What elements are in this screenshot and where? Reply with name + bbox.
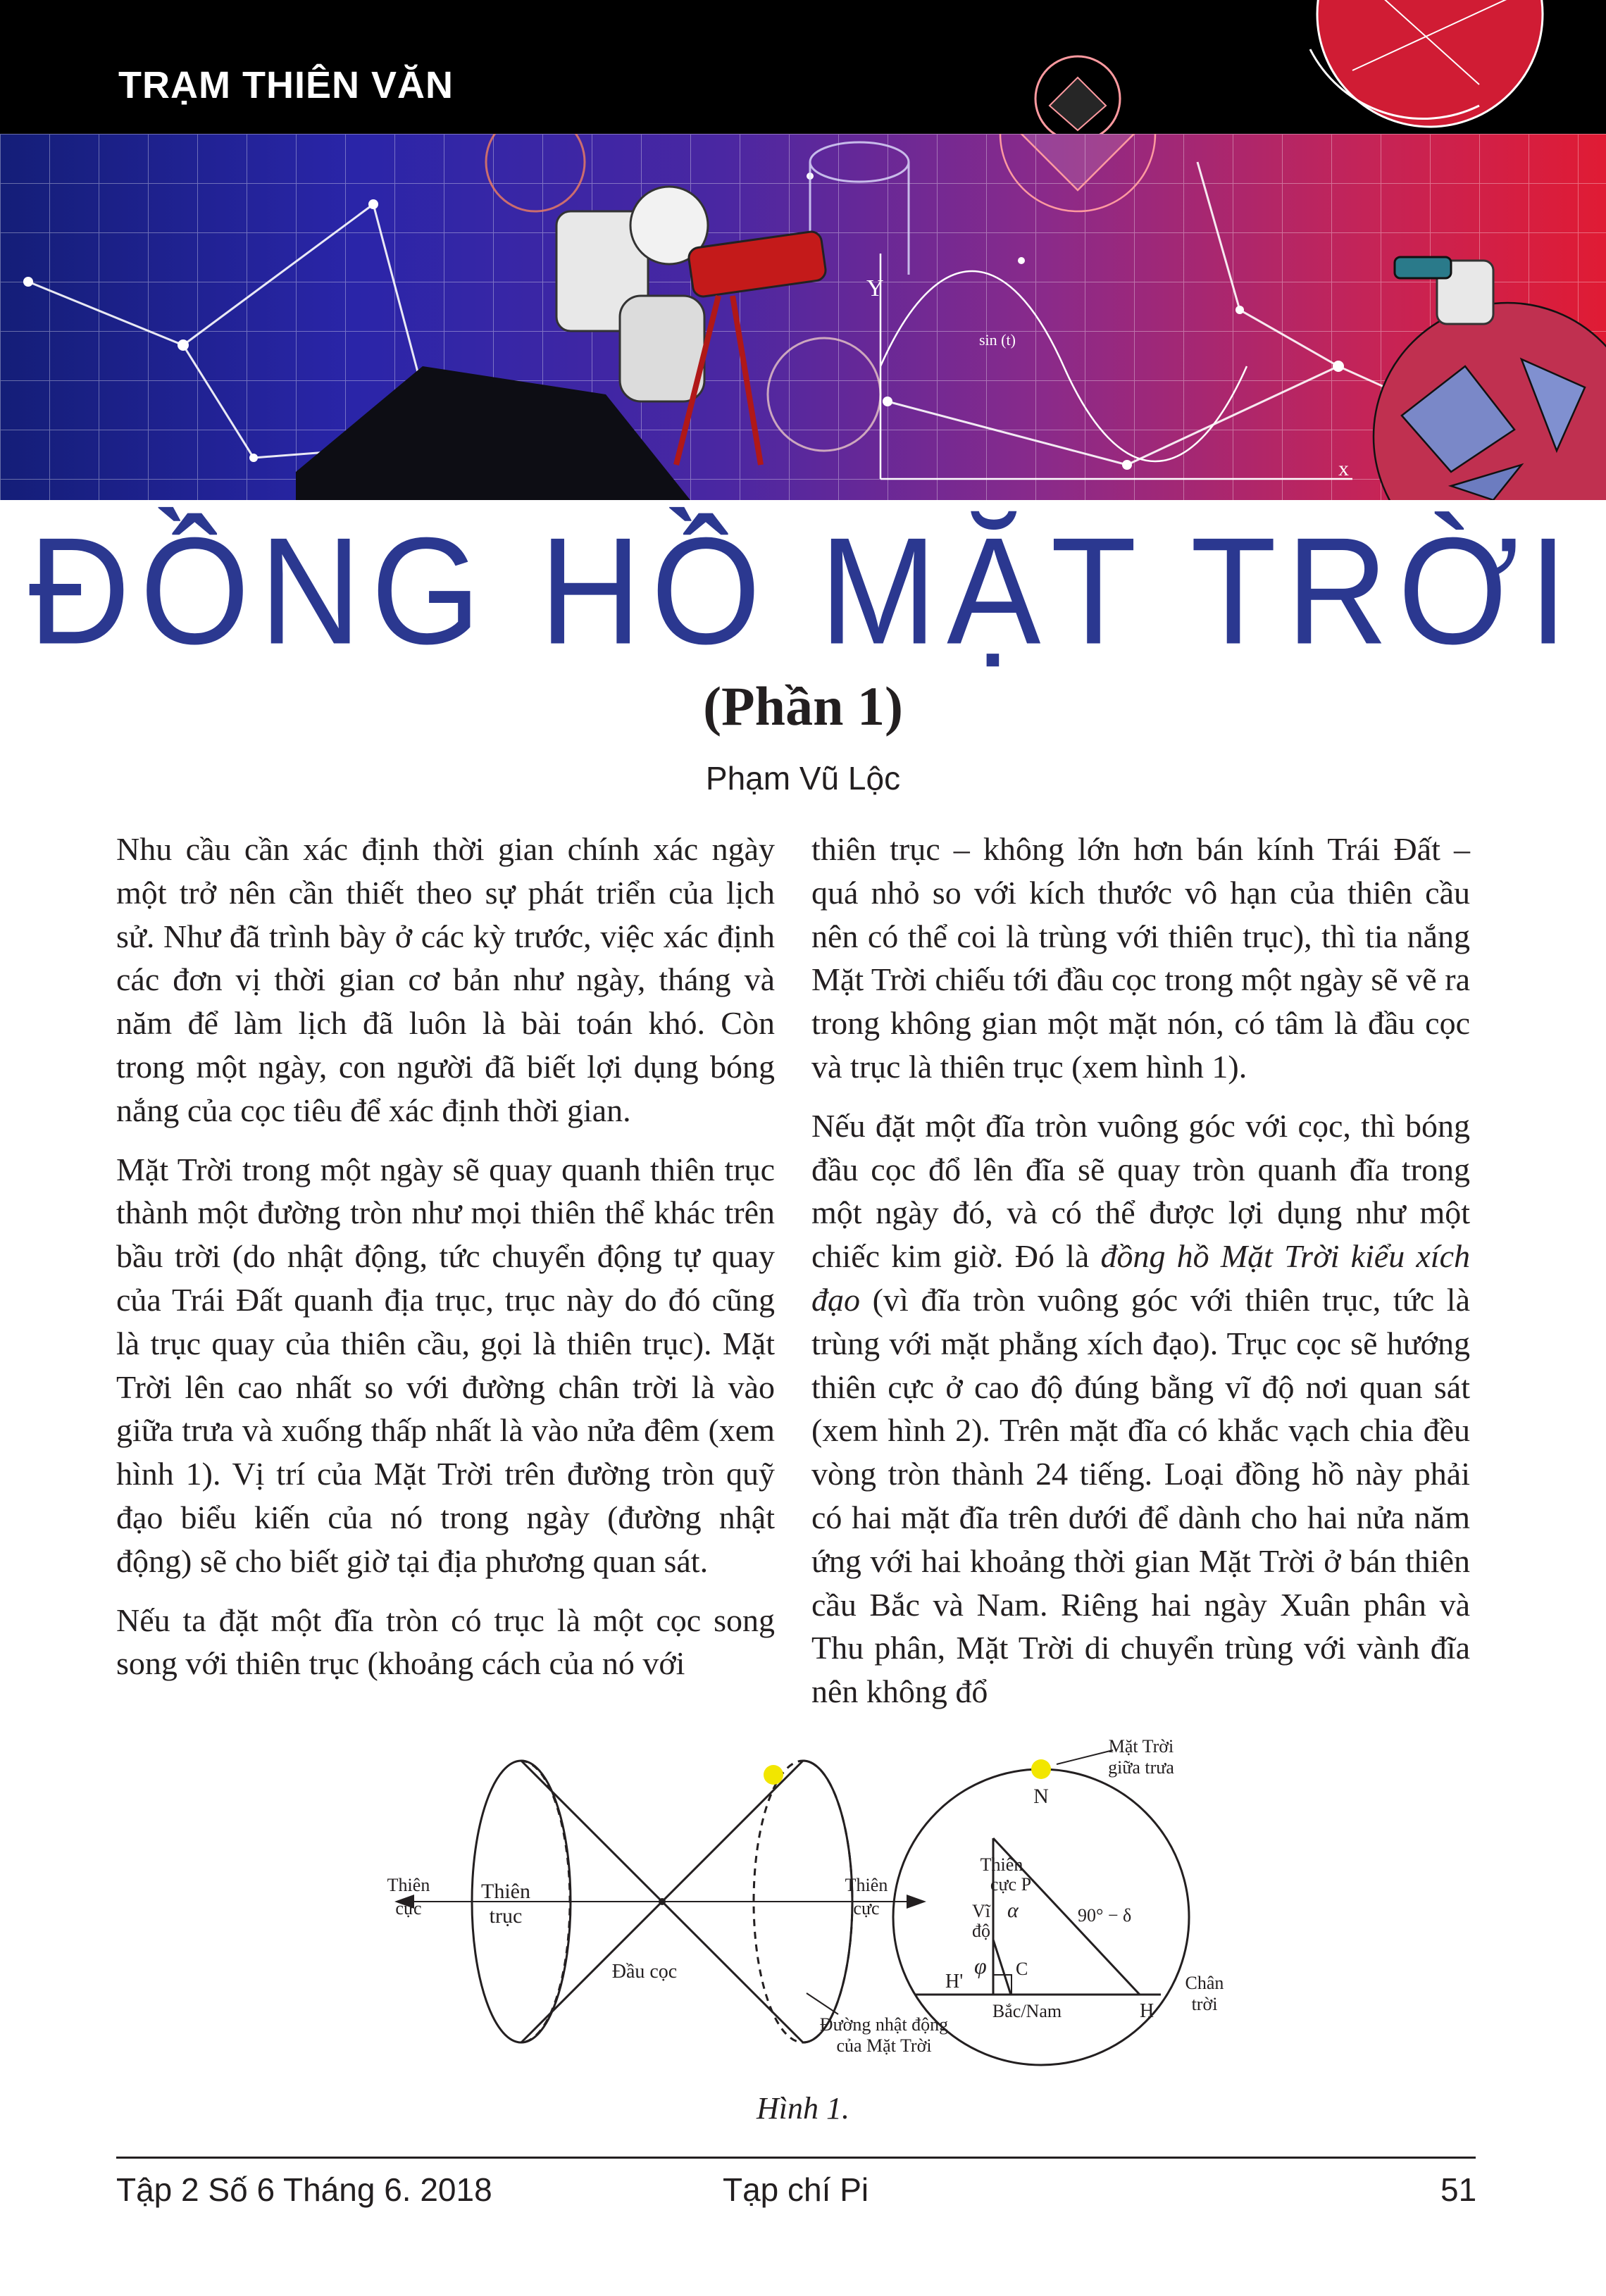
sun-dot-icon [764, 1765, 783, 1785]
footer-issue: Tập 2 Số 6 Tháng 6. 2018 [116, 2171, 492, 2208]
paragraph: Mặt Trời trong một ngày sẽ quay quanh thiên trục thành một đường tròn như mọi thiên thể khác trên bầu trời (do nhật động, tức chuyển động tự quay của Trái Đất quanh địa trục, trục này do đó cũng là trục quay của thiên cầu, gọi là thiên trục). Mặt Trời lên cao nhất so với đường chân trời là vào giữa trưa và xuống thấp nhất là vào nửa đêm (xem hình 1). Vị trí của Mặt Trời trên đường tròn quỹ đạo biểu kiến của nó trong ngày (đường nhật động) sẽ cho biết giờ tại địa phương quan sát. [116, 1151, 775, 1579]
label-north: N [1033, 1785, 1049, 1808]
arrow-right-icon [907, 1895, 926, 1909]
paragraph-text: Nếu đặt một đĩa tròn vuông góc với cọc, thì bóng đầu cọc đổ lên đĩa sẽ quay tròn quanh đĩa trong một ngày đó, và có thể được lợi dụng như một chiếc kim giờ. Đó là [811, 1107, 1470, 1275]
label-pole-p-2: cực P [990, 1874, 1032, 1895]
label-horizon: Chân [1185, 1973, 1224, 1993]
label-h-prime: H' [945, 1971, 964, 1992]
label-latitude: Vĩ [972, 1901, 990, 1921]
paragraph: Nếu ta đặt một đĩa tròn có trục là một cọc song song với thiên trục (khoảng cách của nó với [116, 1602, 775, 1682]
label-latitude-2: độ [972, 1921, 990, 1941]
label-sun-noon: Mặt Trời [1108, 1736, 1174, 1757]
label-stake-head: Đầu cọc [611, 1961, 678, 1983]
label-pole-left: Thiên [387, 1875, 430, 1895]
body-column-right [811, 828, 1470, 1729]
paragraph-emphasis: đồng hồ Mặt Trời kiểu xích đạo [811, 1238, 1470, 1318]
article-title: ĐỒNG HỒ MẶT TRỜI [28, 506, 1578, 676]
label-diurnal: Đường nhật động [819, 2014, 949, 2035]
paragraph-text: (vì đĩa tròn vuông góc với thiên trục, tức là trùng với mặt phẳng xích đạo). Trục cọc sẽ hướng thiên cực ở cao độ đúng bằng vĩ độ nơi quan sát (xem hình 2). Trên mặt đĩa có khắc vạch chia đều vòng tròn thành 24 tiếng. Loại đồng hồ này phải có hai mặt đĩa trên dưới để dành cho hai nửa năm ứng với hai khoảng thời gian Mặt Trời ở bán thiên cầu Bắc và Nam. Riêng hai ngày Xuân phân và Thu phân, Mặt Trời di chuyển trùng với vành đĩa nên không đổ [811, 1281, 1470, 1710]
label-h: H [1140, 2000, 1154, 2022]
label-diurnal-2: của Mặt Trời [836, 2035, 932, 2056]
body-column-left [116, 828, 775, 1701]
paragraph: thiên trục – không lớn hơn bán kính Trái Đất – quá nhỏ so với kích thước vô hạn của thiên cầu nên có thể coi là trùng với thiên trục), thì tia nắng Mặt Trời chiếu tới đầu cọc trong một ngày sẽ vẽ ra trong không gian một mặt nón, có tâm là đầu cọc và trục là thiên trục (xem hình 1). [811, 831, 1470, 1085]
label-alpha: α [1007, 1899, 1019, 1922]
top-decoration [0, 0, 1606, 134]
label-north-south: Bắc/Nam [992, 2001, 1062, 2021]
banner-illustration [0, 134, 1606, 500]
leader-line [807, 1993, 838, 2014]
leader-line-sun [1057, 1750, 1113, 1764]
stake-head-point [659, 1898, 666, 1905]
label-pole-right-2: cực [853, 1898, 880, 1918]
sin-label: sin (t) [979, 331, 1016, 349]
page-number: 51 [1440, 2171, 1477, 2208]
label-pole-left-2: cực [395, 1898, 422, 1918]
label-angle: 90° − δ [1078, 1905, 1132, 1926]
label-horizon-2: trời [1191, 1994, 1218, 2014]
label-sun-noon-2: giữa trưa [1108, 1757, 1174, 1778]
article-author: Phạm Vũ Lộc [705, 760, 901, 797]
figure-caption: Hình 1. [757, 2091, 849, 2126]
label-axis: Thiên [481, 1880, 530, 1903]
sun-noon-icon [1031, 1759, 1051, 1779]
figure-1 [352, 1733, 1296, 2071]
label-axis-2: trục [489, 1904, 523, 1928]
label-pole-right: Thiên [845, 1875, 888, 1895]
y-axis-label: Y [866, 275, 884, 301]
footer-journal: Tạp chí Pi [723, 2171, 869, 2208]
paragraph: Nhu cầu cần xác định thời gian chính xác ngày một trở nên cần thiết theo sự phát triển của lịch sử. Như đã trình bày ở các kỳ trước, việc xác định các đơn vị thời gian cơ bản như ngày, tháng và năm để làm lịch đã luôn là bài toán khó. Còn trong một ngày, con người đã biết lợi dụng bóng nắng của cọc tiêu để xác định thời gian. [116, 831, 775, 1128]
label-pole-p: Thiên [980, 1854, 1023, 1875]
header-banner [0, 134, 1606, 500]
x-axis-label: x [1338, 457, 1349, 480]
paragraph [811, 1104, 1470, 1714]
section-label: TRẠM THIÊN VĂN [118, 64, 454, 106]
article-subtitle: (Phần 1) [703, 675, 903, 737]
label-phi: φ [974, 1953, 987, 1978]
label-c: C [1016, 1959, 1028, 1979]
footer-divider [116, 2157, 1476, 2159]
